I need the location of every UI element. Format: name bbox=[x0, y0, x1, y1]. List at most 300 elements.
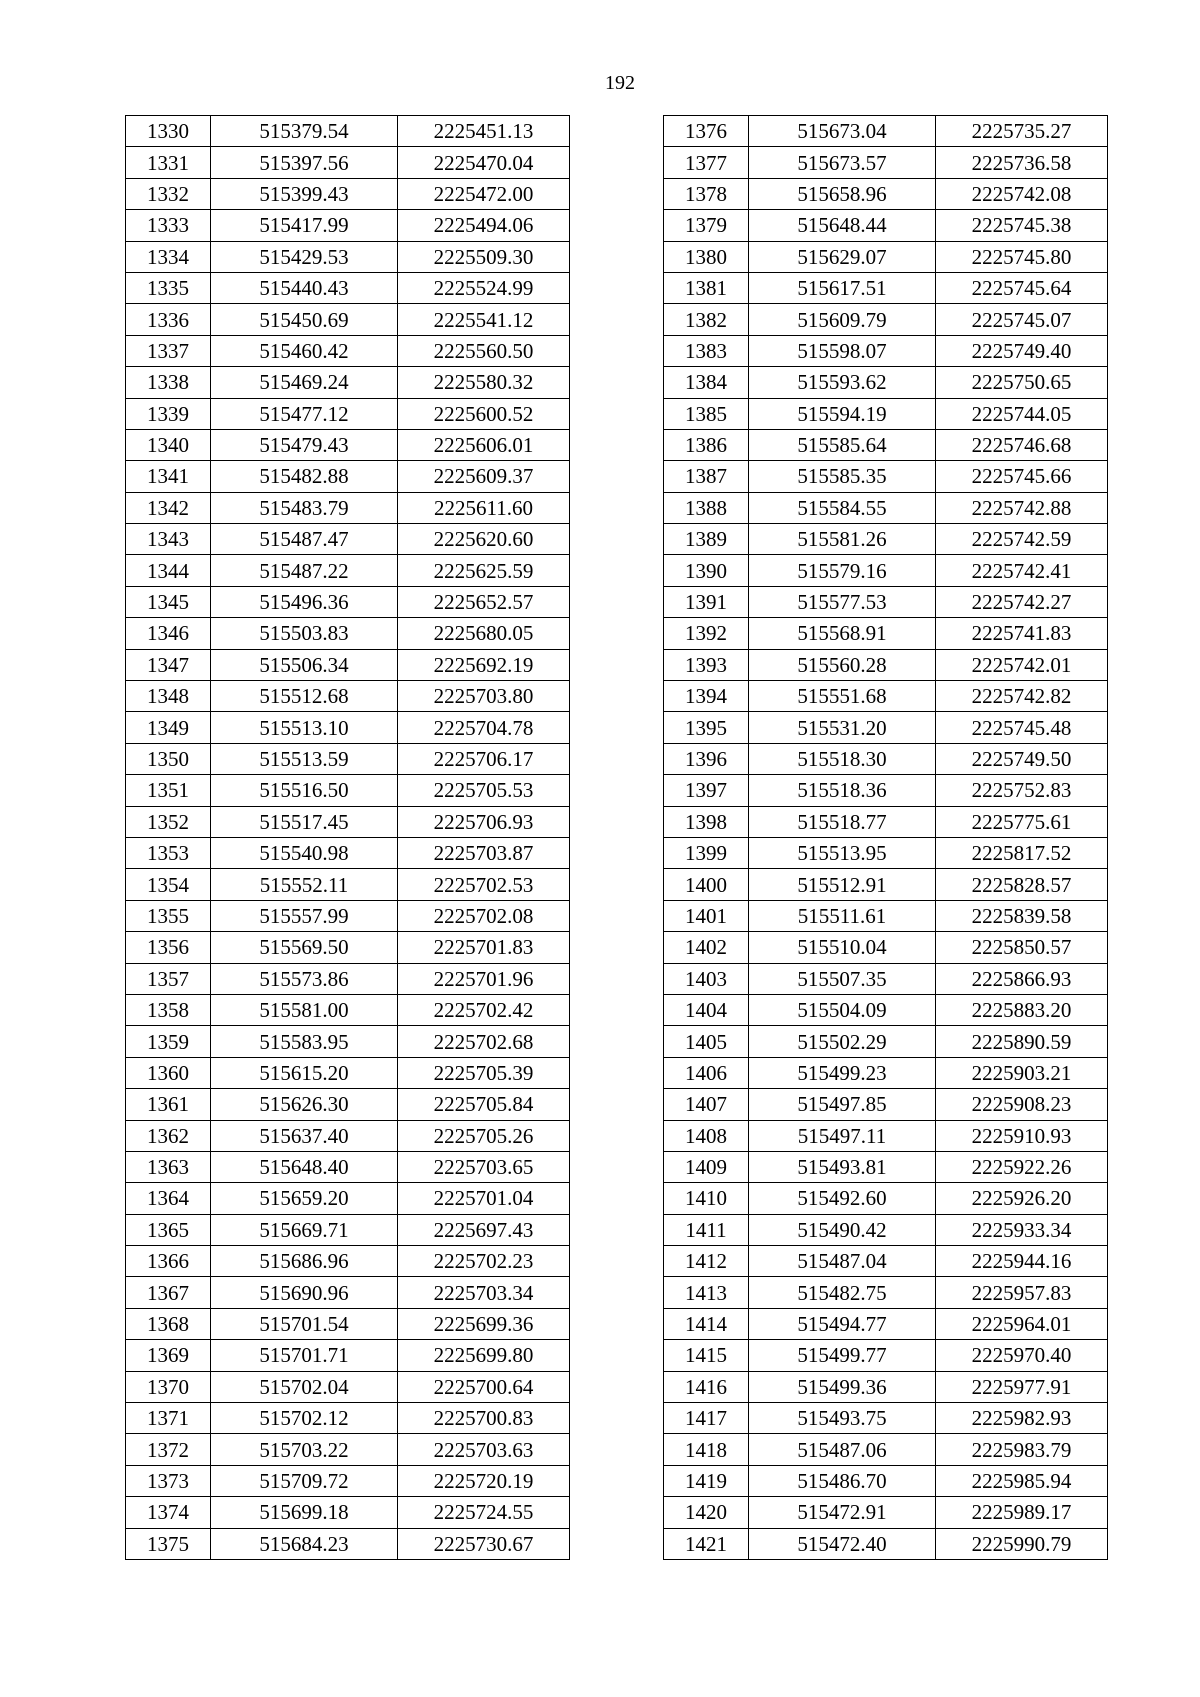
table-row bbox=[664, 1497, 1108, 1528]
y-coordinate-cell: 2225926.20 bbox=[936, 1183, 1108, 1214]
point-number-cell: 1357 bbox=[126, 963, 211, 994]
point-number-cell: 1394 bbox=[664, 681, 749, 712]
point-number-cell: 1356 bbox=[126, 932, 211, 963]
point-number-cell: 1374 bbox=[126, 1497, 211, 1528]
point-number-cell: 1347 bbox=[126, 649, 211, 680]
y-coordinate-cell: 2225699.36 bbox=[398, 1308, 570, 1339]
y-coordinate-cell: 2225724.55 bbox=[398, 1497, 570, 1528]
point-number-cell: 1420 bbox=[664, 1497, 749, 1528]
table-row bbox=[126, 461, 570, 492]
point-number-cell: 1370 bbox=[126, 1371, 211, 1402]
table-row bbox=[664, 1089, 1108, 1120]
x-coordinate-cell: 515584.55 bbox=[749, 492, 936, 523]
table-row bbox=[664, 398, 1108, 429]
point-number-cell: 1390 bbox=[664, 555, 749, 586]
y-coordinate-cell: 2225970.40 bbox=[936, 1340, 1108, 1371]
table-row bbox=[664, 1371, 1108, 1402]
table-row bbox=[664, 806, 1108, 837]
point-number-cell: 1399 bbox=[664, 837, 749, 868]
x-coordinate-cell: 515551.68 bbox=[749, 681, 936, 712]
x-coordinate-cell: 515506.34 bbox=[211, 649, 398, 680]
point-number-cell: 1339 bbox=[126, 398, 211, 429]
y-coordinate-cell: 2225990.79 bbox=[936, 1528, 1108, 1559]
table-row bbox=[126, 210, 570, 241]
y-coordinate-cell: 2225839.58 bbox=[936, 900, 1108, 931]
point-number-cell: 1338 bbox=[126, 367, 211, 398]
y-coordinate-cell: 2225983.79 bbox=[936, 1434, 1108, 1465]
y-coordinate-cell: 2225745.80 bbox=[936, 241, 1108, 272]
y-coordinate-cell: 2225775.61 bbox=[936, 806, 1108, 837]
y-coordinate-cell: 2225472.00 bbox=[398, 178, 570, 209]
point-number-cell: 1358 bbox=[126, 994, 211, 1025]
point-number-cell: 1408 bbox=[664, 1120, 749, 1151]
table-row bbox=[126, 1246, 570, 1277]
y-coordinate-cell: 2225850.57 bbox=[936, 932, 1108, 963]
y-coordinate-cell: 2225922.26 bbox=[936, 1151, 1108, 1182]
table-row bbox=[126, 116, 570, 147]
y-coordinate-cell: 2225703.34 bbox=[398, 1277, 570, 1308]
point-number-cell: 1393 bbox=[664, 649, 749, 680]
point-number-cell: 1368 bbox=[126, 1308, 211, 1339]
x-coordinate-cell: 515690.96 bbox=[211, 1277, 398, 1308]
y-coordinate-cell: 2225509.30 bbox=[398, 241, 570, 272]
y-coordinate-cell: 2225697.43 bbox=[398, 1214, 570, 1245]
table-row bbox=[126, 1528, 570, 1559]
table-row bbox=[126, 1403, 570, 1434]
x-coordinate-cell: 515493.81 bbox=[749, 1151, 936, 1182]
x-coordinate-cell: 515510.04 bbox=[749, 932, 936, 963]
point-number-cell: 1384 bbox=[664, 367, 749, 398]
table-row bbox=[664, 586, 1108, 617]
x-coordinate-cell: 515477.12 bbox=[211, 398, 398, 429]
table-row bbox=[664, 712, 1108, 743]
table-row bbox=[664, 1277, 1108, 1308]
point-number-cell: 1421 bbox=[664, 1528, 749, 1559]
point-number-cell: 1387 bbox=[664, 461, 749, 492]
point-number-cell: 1345 bbox=[126, 586, 211, 617]
point-number-cell: 1332 bbox=[126, 178, 211, 209]
table-row bbox=[126, 335, 570, 366]
table-row bbox=[126, 649, 570, 680]
y-coordinate-cell: 2225745.07 bbox=[936, 304, 1108, 335]
x-coordinate-cell: 515483.79 bbox=[211, 492, 398, 523]
point-number-cell: 1349 bbox=[126, 712, 211, 743]
x-coordinate-cell: 515583.95 bbox=[211, 1026, 398, 1057]
y-coordinate-cell: 2225702.23 bbox=[398, 1246, 570, 1277]
y-coordinate-cell: 2225705.39 bbox=[398, 1057, 570, 1088]
table-row bbox=[126, 1371, 570, 1402]
y-coordinate-cell: 2225705.26 bbox=[398, 1120, 570, 1151]
table-row bbox=[664, 1057, 1108, 1088]
x-coordinate-cell: 515560.28 bbox=[749, 649, 936, 680]
x-coordinate-cell: 515513.59 bbox=[211, 743, 398, 774]
y-coordinate-cell: 2225933.34 bbox=[936, 1214, 1108, 1245]
point-number-cell: 1340 bbox=[126, 429, 211, 460]
point-number-cell: 1377 bbox=[664, 147, 749, 178]
y-coordinate-cell: 2225957.83 bbox=[936, 1277, 1108, 1308]
point-number-cell: 1409 bbox=[664, 1151, 749, 1182]
y-coordinate-cell: 2225742.08 bbox=[936, 178, 1108, 209]
x-coordinate-cell: 515472.40 bbox=[749, 1528, 936, 1559]
y-coordinate-cell: 2225752.83 bbox=[936, 775, 1108, 806]
y-coordinate-cell: 2225944.16 bbox=[936, 1246, 1108, 1277]
x-coordinate-cell: 515699.18 bbox=[211, 1497, 398, 1528]
table-row bbox=[126, 1151, 570, 1182]
y-coordinate-cell: 2225703.65 bbox=[398, 1151, 570, 1182]
table-row bbox=[664, 775, 1108, 806]
table-row bbox=[664, 1026, 1108, 1057]
point-number-cell: 1414 bbox=[664, 1308, 749, 1339]
point-number-cell: 1379 bbox=[664, 210, 749, 241]
x-coordinate-cell: 515581.26 bbox=[749, 524, 936, 555]
table-row bbox=[126, 743, 570, 774]
y-coordinate-cell: 2225750.65 bbox=[936, 367, 1108, 398]
point-number-cell: 1330 bbox=[126, 116, 211, 147]
x-coordinate-cell: 515593.62 bbox=[749, 367, 936, 398]
y-coordinate-cell: 2225702.42 bbox=[398, 994, 570, 1025]
table-row bbox=[126, 712, 570, 743]
x-coordinate-cell: 515469.24 bbox=[211, 367, 398, 398]
table-row bbox=[664, 1528, 1108, 1559]
point-number-cell: 1343 bbox=[126, 524, 211, 555]
table-row bbox=[126, 492, 570, 523]
point-number-cell: 1363 bbox=[126, 1151, 211, 1182]
y-coordinate-cell: 2225706.93 bbox=[398, 806, 570, 837]
point-number-cell: 1389 bbox=[664, 524, 749, 555]
table-row bbox=[126, 178, 570, 209]
y-coordinate-cell: 2225703.87 bbox=[398, 837, 570, 868]
table-row bbox=[126, 304, 570, 335]
point-number-cell: 1361 bbox=[126, 1089, 211, 1120]
point-number-cell: 1411 bbox=[664, 1214, 749, 1245]
y-coordinate-cell: 2225982.93 bbox=[936, 1403, 1108, 1434]
point-number-cell: 1348 bbox=[126, 681, 211, 712]
x-coordinate-cell: 515557.99 bbox=[211, 900, 398, 931]
point-number-cell: 1366 bbox=[126, 1246, 211, 1277]
y-coordinate-cell: 2225701.83 bbox=[398, 932, 570, 963]
point-number-cell: 1337 bbox=[126, 335, 211, 366]
point-number-cell: 1397 bbox=[664, 775, 749, 806]
table-row bbox=[664, 1465, 1108, 1496]
table-row bbox=[126, 398, 570, 429]
point-number-cell: 1362 bbox=[126, 1120, 211, 1151]
x-coordinate-cell: 515511.61 bbox=[749, 900, 936, 931]
point-number-cell: 1359 bbox=[126, 1026, 211, 1057]
x-coordinate-cell: 515499.23 bbox=[749, 1057, 936, 1088]
table-row bbox=[126, 618, 570, 649]
table-row bbox=[664, 210, 1108, 241]
point-number-cell: 1392 bbox=[664, 618, 749, 649]
y-coordinate-cell: 2225730.67 bbox=[398, 1528, 570, 1559]
x-coordinate-cell: 515552.11 bbox=[211, 869, 398, 900]
table-row bbox=[126, 1057, 570, 1088]
point-number-cell: 1416 bbox=[664, 1371, 749, 1402]
x-coordinate-cell: 515598.07 bbox=[749, 335, 936, 366]
x-coordinate-cell: 515429.53 bbox=[211, 241, 398, 272]
y-coordinate-cell: 2225742.88 bbox=[936, 492, 1108, 523]
y-coordinate-cell: 2225580.32 bbox=[398, 367, 570, 398]
table-row bbox=[664, 743, 1108, 774]
x-coordinate-cell: 515617.51 bbox=[749, 272, 936, 303]
table-row bbox=[126, 837, 570, 868]
y-coordinate-cell: 2225702.08 bbox=[398, 900, 570, 931]
y-coordinate-cell: 2225494.06 bbox=[398, 210, 570, 241]
y-coordinate-cell: 2225745.38 bbox=[936, 210, 1108, 241]
y-coordinate-cell: 2225700.83 bbox=[398, 1403, 570, 1434]
table-row bbox=[126, 429, 570, 460]
y-coordinate-cell: 2225985.94 bbox=[936, 1465, 1108, 1496]
y-coordinate-cell: 2225703.80 bbox=[398, 681, 570, 712]
y-coordinate-cell: 2225745.66 bbox=[936, 461, 1108, 492]
x-coordinate-cell: 515701.54 bbox=[211, 1308, 398, 1339]
point-number-cell: 1354 bbox=[126, 869, 211, 900]
y-coordinate-cell: 2225908.23 bbox=[936, 1089, 1108, 1120]
point-number-cell: 1386 bbox=[664, 429, 749, 460]
y-coordinate-cell: 2225735.27 bbox=[936, 116, 1108, 147]
y-coordinate-cell: 2225451.13 bbox=[398, 116, 570, 147]
x-coordinate-cell: 515513.95 bbox=[749, 837, 936, 868]
x-coordinate-cell: 515507.35 bbox=[749, 963, 936, 994]
point-number-cell: 1419 bbox=[664, 1465, 749, 1496]
x-coordinate-cell: 515494.77 bbox=[749, 1308, 936, 1339]
x-coordinate-cell: 515496.36 bbox=[211, 586, 398, 617]
table-row bbox=[664, 335, 1108, 366]
table-row bbox=[664, 304, 1108, 335]
x-coordinate-cell: 515629.07 bbox=[749, 241, 936, 272]
point-number-cell: 1413 bbox=[664, 1277, 749, 1308]
y-coordinate-cell: 2225705.84 bbox=[398, 1089, 570, 1120]
y-coordinate-cell: 2225611.60 bbox=[398, 492, 570, 523]
table-row bbox=[126, 1497, 570, 1528]
x-coordinate-cell: 515502.29 bbox=[749, 1026, 936, 1057]
x-coordinate-cell: 515504.09 bbox=[749, 994, 936, 1025]
y-coordinate-cell: 2225817.52 bbox=[936, 837, 1108, 868]
point-number-cell: 1415 bbox=[664, 1340, 749, 1371]
y-coordinate-cell: 2225606.01 bbox=[398, 429, 570, 460]
y-coordinate-cell: 2225903.21 bbox=[936, 1057, 1108, 1088]
point-number-cell: 1371 bbox=[126, 1403, 211, 1434]
table-row bbox=[664, 1120, 1108, 1151]
point-number-cell: 1402 bbox=[664, 932, 749, 963]
page-number: 192 bbox=[605, 72, 635, 94]
table-row bbox=[126, 147, 570, 178]
table-row bbox=[664, 618, 1108, 649]
x-coordinate-cell: 515379.54 bbox=[211, 116, 398, 147]
y-coordinate-cell: 2225742.82 bbox=[936, 681, 1108, 712]
point-number-cell: 1418 bbox=[664, 1434, 749, 1465]
point-number-cell: 1375 bbox=[126, 1528, 211, 1559]
point-number-cell: 1351 bbox=[126, 775, 211, 806]
table-row bbox=[664, 429, 1108, 460]
point-number-cell: 1412 bbox=[664, 1246, 749, 1277]
table-row bbox=[664, 681, 1108, 712]
y-coordinate-cell: 2225701.04 bbox=[398, 1183, 570, 1214]
x-coordinate-cell: 515581.00 bbox=[211, 994, 398, 1025]
table-row bbox=[664, 994, 1108, 1025]
y-coordinate-cell: 2225910.93 bbox=[936, 1120, 1108, 1151]
x-coordinate-cell: 515460.42 bbox=[211, 335, 398, 366]
x-coordinate-cell: 515673.04 bbox=[749, 116, 936, 147]
x-coordinate-cell: 515709.72 bbox=[211, 1465, 398, 1496]
y-coordinate-cell: 2225866.93 bbox=[936, 963, 1108, 994]
table-row bbox=[126, 775, 570, 806]
point-number-cell: 1406 bbox=[664, 1057, 749, 1088]
x-coordinate-cell: 515615.20 bbox=[211, 1057, 398, 1088]
table-row bbox=[126, 1183, 570, 1214]
table-row bbox=[126, 900, 570, 931]
table-row bbox=[664, 147, 1108, 178]
y-coordinate-cell: 2225741.83 bbox=[936, 618, 1108, 649]
x-coordinate-cell: 515517.45 bbox=[211, 806, 398, 837]
point-number-cell: 1417 bbox=[664, 1403, 749, 1434]
table-row bbox=[126, 1026, 570, 1057]
point-number-cell: 1373 bbox=[126, 1465, 211, 1496]
x-coordinate-cell: 515497.85 bbox=[749, 1089, 936, 1120]
y-coordinate-cell: 2225744.05 bbox=[936, 398, 1108, 429]
table-row bbox=[126, 1214, 570, 1245]
x-coordinate-cell: 515540.98 bbox=[211, 837, 398, 868]
y-coordinate-cell: 2225700.64 bbox=[398, 1371, 570, 1402]
table-row bbox=[664, 524, 1108, 555]
point-number-cell: 1400 bbox=[664, 869, 749, 900]
x-coordinate-cell: 515594.19 bbox=[749, 398, 936, 429]
x-coordinate-cell: 515702.04 bbox=[211, 1371, 398, 1402]
point-number-cell: 1353 bbox=[126, 837, 211, 868]
table-row bbox=[664, 1183, 1108, 1214]
x-coordinate-cell: 515659.20 bbox=[211, 1183, 398, 1214]
y-coordinate-cell: 2225736.58 bbox=[936, 147, 1108, 178]
point-number-cell: 1350 bbox=[126, 743, 211, 774]
x-coordinate-cell: 515497.11 bbox=[749, 1120, 936, 1151]
table-row bbox=[126, 1120, 570, 1151]
point-number-cell: 1383 bbox=[664, 335, 749, 366]
table-row bbox=[126, 1434, 570, 1465]
y-coordinate-cell: 2225524.99 bbox=[398, 272, 570, 303]
point-number-cell: 1401 bbox=[664, 900, 749, 931]
point-number-cell: 1364 bbox=[126, 1183, 211, 1214]
point-number-cell: 1369 bbox=[126, 1340, 211, 1371]
y-coordinate-cell: 2225890.59 bbox=[936, 1026, 1108, 1057]
table-body-left bbox=[126, 116, 570, 1560]
coordinates-table-right bbox=[663, 115, 1108, 1560]
x-coordinate-cell: 515637.40 bbox=[211, 1120, 398, 1151]
point-number-cell: 1382 bbox=[664, 304, 749, 335]
table-row bbox=[126, 1089, 570, 1120]
y-coordinate-cell: 2225746.68 bbox=[936, 429, 1108, 460]
x-coordinate-cell: 515658.96 bbox=[749, 178, 936, 209]
table-row bbox=[126, 1465, 570, 1496]
y-coordinate-cell: 2225704.78 bbox=[398, 712, 570, 743]
point-number-cell: 1380 bbox=[664, 241, 749, 272]
x-coordinate-cell: 515703.22 bbox=[211, 1434, 398, 1465]
point-number-cell: 1404 bbox=[664, 994, 749, 1025]
y-coordinate-cell: 2225989.17 bbox=[936, 1497, 1108, 1528]
x-coordinate-cell: 515669.71 bbox=[211, 1214, 398, 1245]
x-coordinate-cell: 515684.23 bbox=[211, 1528, 398, 1559]
table-row bbox=[664, 555, 1108, 586]
table-row bbox=[664, 900, 1108, 931]
y-coordinate-cell: 2225699.80 bbox=[398, 1340, 570, 1371]
x-coordinate-cell: 515686.96 bbox=[211, 1246, 398, 1277]
y-coordinate-cell: 2225883.20 bbox=[936, 994, 1108, 1025]
x-coordinate-cell: 515417.99 bbox=[211, 210, 398, 241]
table-row bbox=[126, 963, 570, 994]
x-coordinate-cell: 515585.35 bbox=[749, 461, 936, 492]
table-row bbox=[664, 367, 1108, 398]
point-number-cell: 1352 bbox=[126, 806, 211, 837]
y-coordinate-cell: 2225702.68 bbox=[398, 1026, 570, 1057]
table-row bbox=[126, 555, 570, 586]
x-coordinate-cell: 515482.88 bbox=[211, 461, 398, 492]
point-number-cell: 1391 bbox=[664, 586, 749, 617]
table-row bbox=[664, 241, 1108, 272]
y-coordinate-cell: 2225703.63 bbox=[398, 1434, 570, 1465]
x-coordinate-cell: 515397.56 bbox=[211, 147, 398, 178]
point-number-cell: 1333 bbox=[126, 210, 211, 241]
table-row bbox=[664, 649, 1108, 680]
y-coordinate-cell: 2225705.53 bbox=[398, 775, 570, 806]
y-coordinate-cell: 2225828.57 bbox=[936, 869, 1108, 900]
y-coordinate-cell: 2225625.59 bbox=[398, 555, 570, 586]
y-coordinate-cell: 2225701.96 bbox=[398, 963, 570, 994]
point-number-cell: 1367 bbox=[126, 1277, 211, 1308]
x-coordinate-cell: 515482.75 bbox=[749, 1277, 936, 1308]
y-coordinate-cell: 2225706.17 bbox=[398, 743, 570, 774]
x-coordinate-cell: 515648.40 bbox=[211, 1151, 398, 1182]
point-number-cell: 1385 bbox=[664, 398, 749, 429]
table-row bbox=[126, 932, 570, 963]
x-coordinate-cell: 515516.50 bbox=[211, 775, 398, 806]
x-coordinate-cell: 515450.69 bbox=[211, 304, 398, 335]
y-coordinate-cell: 2225742.41 bbox=[936, 555, 1108, 586]
point-number-cell: 1365 bbox=[126, 1214, 211, 1245]
x-coordinate-cell: 515577.53 bbox=[749, 586, 936, 617]
y-coordinate-cell: 2225470.04 bbox=[398, 147, 570, 178]
table-row bbox=[664, 492, 1108, 523]
x-coordinate-cell: 515492.60 bbox=[749, 1183, 936, 1214]
table-row bbox=[664, 1246, 1108, 1277]
x-coordinate-cell: 515585.64 bbox=[749, 429, 936, 460]
table-body-right bbox=[664, 116, 1108, 1560]
point-number-cell: 1334 bbox=[126, 241, 211, 272]
point-number-cell: 1360 bbox=[126, 1057, 211, 1088]
table-row bbox=[664, 1214, 1108, 1245]
y-coordinate-cell: 2225749.50 bbox=[936, 743, 1108, 774]
y-coordinate-cell: 2225742.59 bbox=[936, 524, 1108, 555]
table-row bbox=[126, 367, 570, 398]
table-row bbox=[664, 178, 1108, 209]
x-coordinate-cell: 515573.86 bbox=[211, 963, 398, 994]
y-coordinate-cell: 2225609.37 bbox=[398, 461, 570, 492]
x-coordinate-cell: 515472.91 bbox=[749, 1497, 936, 1528]
y-coordinate-cell: 2225742.01 bbox=[936, 649, 1108, 680]
point-number-cell: 1372 bbox=[126, 1434, 211, 1465]
x-coordinate-cell: 515487.04 bbox=[749, 1246, 936, 1277]
point-number-cell: 1381 bbox=[664, 272, 749, 303]
table-row bbox=[664, 1151, 1108, 1182]
x-coordinate-cell: 515702.12 bbox=[211, 1403, 398, 1434]
x-coordinate-cell: 515493.75 bbox=[749, 1403, 936, 1434]
point-number-cell: 1405 bbox=[664, 1026, 749, 1057]
table-row bbox=[664, 1434, 1108, 1465]
point-number-cell: 1395 bbox=[664, 712, 749, 743]
x-coordinate-cell: 515487.22 bbox=[211, 555, 398, 586]
x-coordinate-cell: 515512.68 bbox=[211, 681, 398, 712]
table-row bbox=[664, 932, 1108, 963]
table-row bbox=[126, 806, 570, 837]
y-coordinate-cell: 2225964.01 bbox=[936, 1308, 1108, 1339]
table-row bbox=[126, 1308, 570, 1339]
